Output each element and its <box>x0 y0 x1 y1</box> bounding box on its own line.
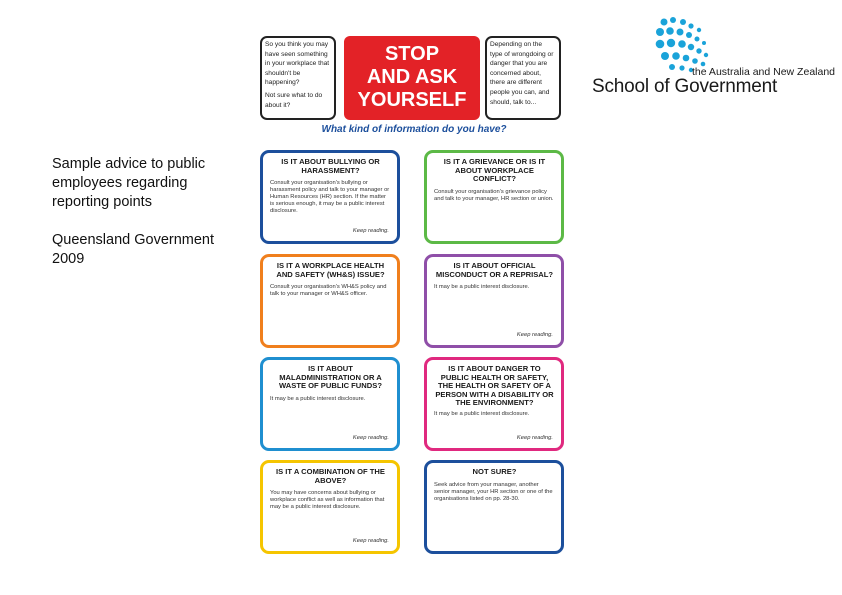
card-heading: IS IT ABOUT BULLYING OR HARASSMENT? <box>281 157 380 175</box>
card-body: Seek advice from your manager, another senior manager, your HR section or one of the organisations listed on pp. 28-30. <box>434 481 553 502</box>
card-heading: IS IT A WORKPLACE HEALTH AND SAFETY (WH&S) ISSUE? <box>276 261 385 279</box>
card-body: It may be a public interest disclosure. <box>270 395 366 402</box>
card-heading: IS IT A COMBINATION OF THE ABOVE? <box>276 467 385 485</box>
card-misconduct <box>424 254 564 348</box>
card-heading: NOT SURE? <box>472 467 517 476</box>
card-keep-reading: Keep reading. <box>352 538 389 544</box>
card-bullying <box>260 150 400 244</box>
side-caption <box>52 155 222 288</box>
stop-line-3: YOURSELF <box>357 89 467 111</box>
depending-text: Depending on the type of wrongdoing or danger that you are concerned about, there are different people you can, and should, talk to... <box>490 41 554 106</box>
poster-question: What kind of information do you have? <box>321 124 507 135</box>
stop-line-2: AND ASK <box>366 66 458 88</box>
source-text: Queensland Government 2009 <box>52 232 215 267</box>
intro-box <box>260 36 336 120</box>
card-whs <box>260 254 400 348</box>
stop-line-1: STOP <box>384 43 440 65</box>
card-maladministration <box>260 357 400 451</box>
intro-followup: Not sure what to do about it? <box>265 91 323 109</box>
card-body: It may be a public interest disclosure. <box>434 284 530 291</box>
card-keep-reading: Keep reading. <box>516 435 553 441</box>
card-keep-reading: Keep reading. <box>516 332 553 338</box>
card-keep-reading: Keep reading. <box>352 435 389 441</box>
card-keep-reading: Keep reading. <box>352 228 389 234</box>
caption-text: Sample advice to public employees regarding reporting points <box>52 156 206 210</box>
intro-question: So you think you may have seen something in your workplace that shouldn't be happening? <box>265 41 330 87</box>
card-body: Consult your organisation's WH&S policy and talk to your manager or WH&S officer. <box>270 284 387 298</box>
card-heading: IS IT ABOUT MALADMINISTRATION OR A WASTE OF PUBLIC FUNDS? <box>279 364 382 391</box>
card-heading: IS IT A GRIEVANCE OR IS IT ABOUT WORKPLACE CONFLICT? <box>443 157 546 184</box>
card-heading: IS IT ABOUT DANGER TO PUBLIC HEALTH OR SAFETY, THE HEALTH OR SAFETY OF A PERSON WITH A DISABILITY OR THE ENVIRONMENT? <box>435 364 554 408</box>
stop-banner <box>344 36 480 120</box>
card-heading: IS IT ABOUT OFFICIAL MISCONDUCT OR A REPRISAL? <box>435 261 554 279</box>
card-body: Consult your organisation's bullying or harassment policy and talk to your manager or Human Resources (HR) section. If the matter is serious enough, it may be a public interest disclosure. <box>270 180 390 215</box>
card-danger <box>424 357 564 451</box>
card-grievance <box>424 150 564 244</box>
card-combination <box>260 460 400 554</box>
depending-box <box>485 36 561 120</box>
card-body: It may be a public interest disclosure. <box>434 410 530 417</box>
reporting-poster <box>258 34 570 556</box>
logo-subtitle: the Australia and New Zealand <box>692 66 836 78</box>
card-not-sure <box>424 460 564 554</box>
card-body: Consult your organisation's grievance policy and talk to your manager, HR section or union. <box>434 188 554 202</box>
logo-title: School of Government <box>592 76 778 97</box>
card-body: You may have concerns about bullying or workplace conflict as well as information that may be a public interest disclosure. <box>270 490 385 511</box>
school-logo <box>590 12 836 102</box>
